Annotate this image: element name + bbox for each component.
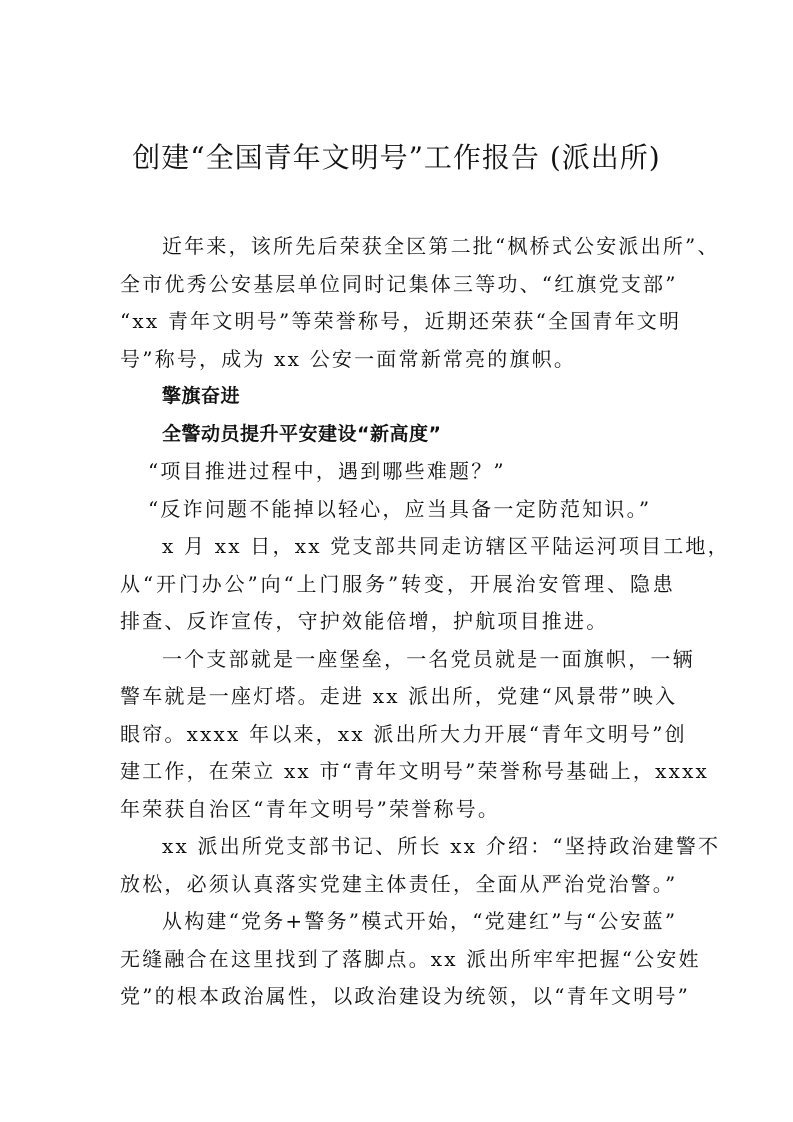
paragraph-line: 排查、反诈宣传，守护效能倍增，护航项目推进。: [120, 609, 609, 633]
section-subheading: 全警动员提升平安建设“新高度”: [162, 422, 442, 445]
paragraph-line: 号”称号，成为 xx 公安一面常新常亮的旗帜。: [120, 346, 577, 371]
paragraph-line: 从“开门办公”向“上门服务”转变，开展治安管理、隐患: [120, 571, 675, 596]
document-title: 创建“全国青年文明号”工作报告 (派出所): [132, 141, 661, 174]
quote-line: “项目推进过程中，遇到哪些难题？”: [148, 459, 506, 483]
paragraph-line: “xx 青年文明号”等荣誉称号，近期还荣获“全国青年文明: [120, 309, 682, 333]
paragraph-line: 放松，必须认真落实党建主体责任，全面从严治党治警。”: [120, 871, 678, 896]
paragraph-line: 从构建“党务+警务”模式开始，“党建红”与“公安蓝”: [162, 909, 678, 933]
paragraph-line: xx 派出所党支部书记、所长 xx 介绍：“坚持政治建警不: [162, 834, 721, 858]
paragraph-line: 近年来，该所先后荣获全区第二批“枫桥式公安派出所”、: [162, 234, 720, 258]
paragraph-line: x 月 xx 日，xx 党支部共同走访辖区平陆运河项目工地，: [162, 534, 730, 558]
quote-line: “反诈问题不能掉以轻心，应当具备一定防范知识。”: [148, 496, 652, 521]
paragraph-line: 党”的根本政治属性，以政治建设为统领，以“青年文明号”: [120, 984, 691, 1008]
paragraph-line: 无缝融合在这里找到了落脚点。xx 派出所牢牢把握“公安姓: [120, 946, 701, 971]
document-body: [120, 228, 730, 1016]
paragraph-line: 建工作，在荣立 xx 市“青年文明号”荣誉称号基础上，xxxx: [120, 759, 710, 783]
paragraph-line: 全市优秀公安基层单位同时记集体三等功、“红旗党支部”: [120, 271, 678, 296]
paragraph-line: 一个支部就是一座堡垒，一名党员就是一面旗帜，一辆: [162, 646, 695, 671]
section-heading: 擎旗奋进: [162, 385, 241, 407]
paragraph-line: 年荣获自治区“青年文明号”荣誉称号。: [120, 796, 501, 821]
paragraph-line: 警车就是一座灯塔。走进 xx 派出所，党建“风景带”映入: [120, 684, 678, 708]
paragraph-line: 眼帘。xxxx 年以来，xx 派出所大力开展“青年文明号”创: [120, 721, 687, 746]
